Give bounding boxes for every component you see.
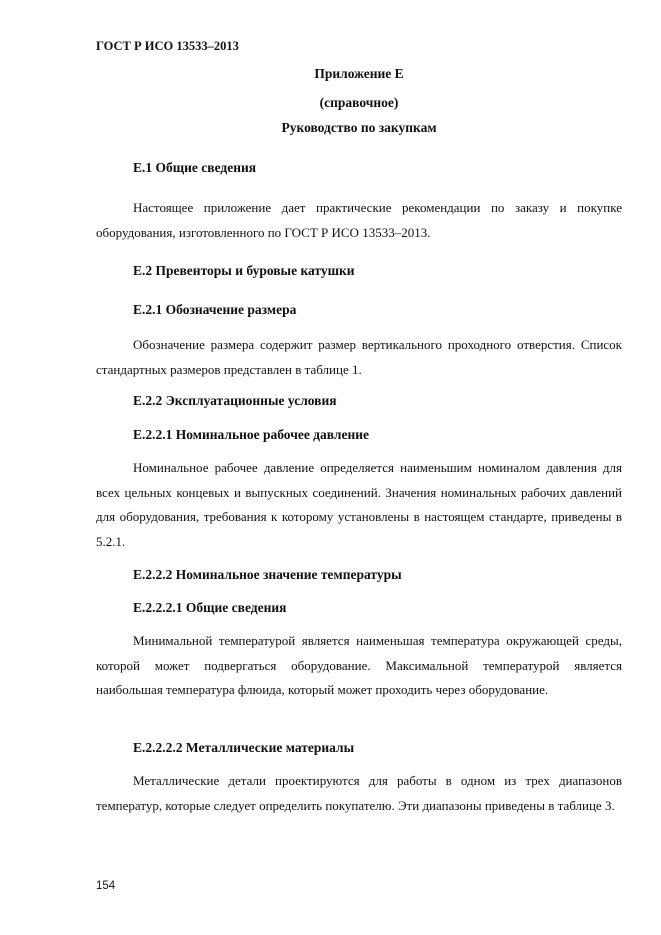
section-heading-e221: Е.2.2.1 Номинальное рабочее давление bbox=[133, 427, 369, 442]
page-number: 154 bbox=[96, 880, 116, 892]
appendix-name: Руководство по закупкам bbox=[281, 120, 437, 135]
section-text-e1: Настоящее приложение дает практические рекомендации по заказу и покупке оборудования, изготовленного по ГОСТ Р ИСО 13533–2013. bbox=[96, 200, 622, 240]
appendix-title: Приложение Е bbox=[314, 66, 404, 81]
section-heading-e2: Е.2 Превенторы и буровые катушки bbox=[133, 263, 355, 278]
section-heading-e222: Е.2.2.2 Номинальное значение температуры bbox=[133, 567, 402, 582]
section-heading-e2222: Е.2.2.2.2 Металлические материалы bbox=[133, 740, 355, 755]
section-text-e2221: Минимальной температурой является наименьшая температура окружающей среды, которой может подвергаться оборудование. Максимальной температурой является наибольшая температура флюида, который может проходить через оборудование. bbox=[96, 633, 622, 697]
section-text-e221: Номинальное рабочее давление определяется наименьшим номиналом давления для всех цельных концевых и выпускных соединений. Значения номинальных рабочих давлений для оборудования, требования к которому установлены в настоящем стандарте, приведены в 5.2.1. bbox=[96, 460, 622, 549]
document-header: ГОСТ Р ИСО 13533–2013 bbox=[96, 39, 239, 53]
section-heading-e22: Е.2.2 Эксплуатационные условия bbox=[133, 393, 337, 408]
section-text-e21: Обозначение размера содержит размер вертикального проходного отверстия. Список стандартных размеров представлен в таблице 1. bbox=[96, 337, 622, 377]
appendix-kind: (справочное) bbox=[319, 95, 399, 110]
section-heading-e1: Е.1 Общие сведения bbox=[133, 160, 257, 175]
section-text-e2222: Металлические детали проектируются для работы в одном из трех диапазонов температур, которые следует определить покупателю. Эти диапазоны приведены в таблице 3. bbox=[96, 773, 622, 813]
section-heading-e2221: Е.2.2.2.1 Общие сведения bbox=[133, 600, 287, 615]
section-heading-e21: Е.2.1 Обозначение размера bbox=[133, 302, 297, 317]
